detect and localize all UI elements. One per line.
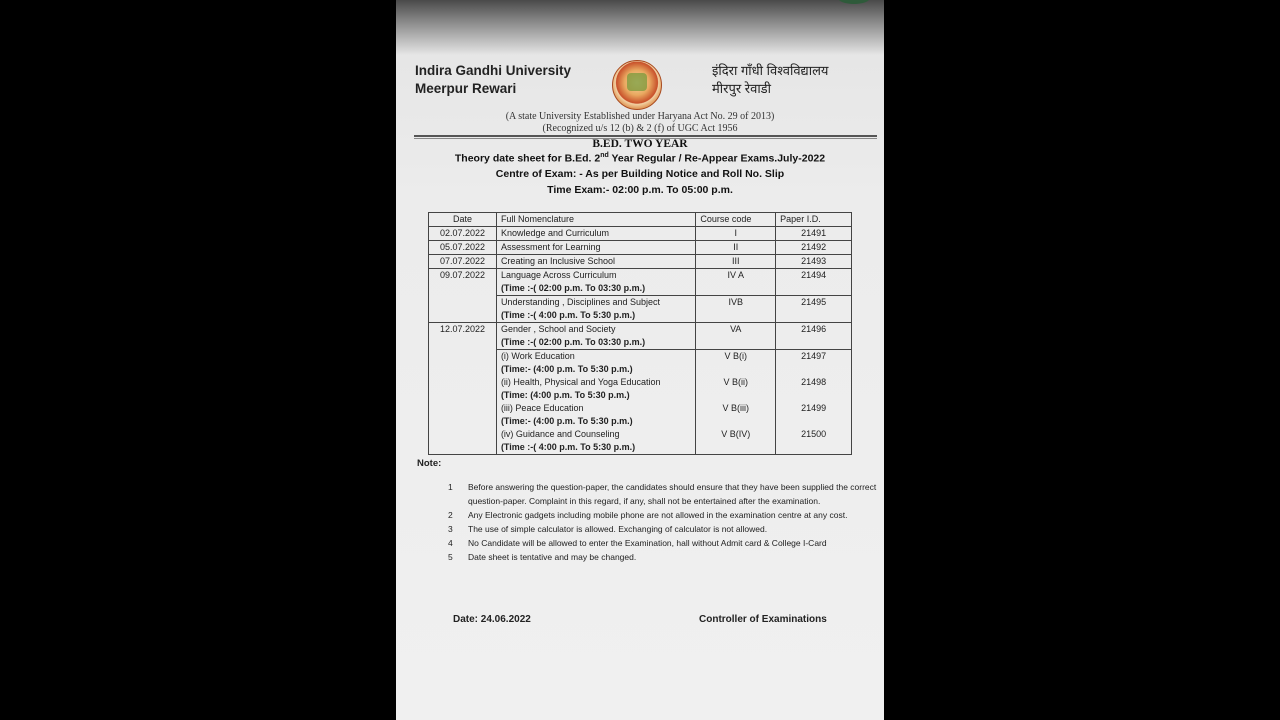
table-row: 07.07.2022 Creating an Inclusive School III 21493	[429, 255, 852, 269]
notes-heading: Note:	[417, 458, 442, 469]
exam-centre-line: Centre of Exam: - As per Building Notice and Roll No. Slip	[495, 168, 785, 180]
table-header-row	[429, 213, 852, 227]
table-row: 09.07.2022 Language Across Curriculum (Time :-( 02:00 p.m. To 03:30 p.m.) IV A 21494	[429, 269, 852, 296]
university-name-hindi	[712, 62, 828, 98]
university-logo-icon	[612, 60, 662, 110]
datesheet-title: Theory date sheet for B.Ed. 2nd Year Regular / Re-Appear Exams.July-2022	[454, 152, 826, 165]
column-header-code: Course code	[696, 213, 776, 227]
university-name-line1: Indira Gandhi University	[415, 63, 572, 78]
list-item: 3 The use of simple calculator is allowed. Exchanging of calculator is not allowed.	[448, 524, 768, 534]
university-name-english	[415, 62, 571, 98]
table-row: (i) Work Education (Time:- (4:00 p.m. To 5:30 p.m.) (ii) Health, Physical and Yoga Education (Time: (4:00 p.m. To 5:30 p.m.) (iii) Peace Education (Time:- (4:00 p.m. To 5:30 p.m.) (iv) Guidance and Counseling (Time :-( 4:00 p.m. To 5:30 p.m.) V B(i) V B(ii) V B(iii) V B(IV) 21497 21498 21499 21500	[429, 350, 852, 455]
table-row: 12.07.2022 Gender , School and Society (Time :-( 02:00 p.m. To 03:30 p.m.) VA 21496	[429, 323, 852, 350]
column-header-paper: Paper I.D.	[776, 213, 852, 227]
table-row: Understanding , Disciplines and Subject (Time :-( 4:00 p.m. To 5:30 p.m.) IVB 21495	[429, 296, 852, 323]
table-row: 05.07.2022 Assessment for Learning II 21492	[429, 241, 852, 255]
app-icon-fragment	[838, 0, 870, 4]
header-rule	[414, 135, 877, 137]
column-header-date: Date	[429, 213, 497, 227]
establishment-line1: (A state University Established under Haryana Act No. 29 of 2013)	[505, 111, 775, 122]
document-page	[396, 0, 884, 720]
signatory: Controller of Examinations	[699, 614, 827, 625]
exam-time-line: Time Exam:- 02:00 p.m. To 05:00 p.m.	[547, 184, 733, 196]
university-location-hindi-line2: मीरपुर रेवाडी	[712, 81, 772, 96]
establishment-note	[396, 111, 884, 135]
notes-list	[448, 480, 878, 564]
establishment-line2: (Recognized u/s 12 (b) & 2 (f) of UGC Act 1956	[542, 123, 738, 134]
issue-date: Date: 24.06.2022	[453, 614, 531, 625]
list-item: 2 Any Electronic gadgets including mobile phone are not allowed in the examination centre at any cost.	[448, 510, 848, 520]
list-item: 1 Before answering the question-paper, the candidates should ensure that they have been supplied the correct question-paper. Complaint in this regard, if any, shall not be entertained after the examination.	[448, 482, 877, 506]
column-header-name: Full Nomenclature	[496, 213, 695, 227]
datesheet-table	[428, 212, 852, 455]
list-item: 4 No Candidate will be allowed to enter the Examination, hall without Admit card & College I-Card	[448, 538, 827, 548]
table-row: 02.07.2022 Knowledge and Curriculum I 21491	[429, 227, 852, 241]
university-name-hindi-line1: इंदिरा गाँधी विश्वविद्यालय	[712, 63, 829, 78]
list-item: 5 Date sheet is tentative and may be changed.	[448, 552, 637, 562]
university-location-line2: Meerpur Rewari	[415, 81, 517, 96]
course-title: B.ED. TWO YEAR	[592, 138, 688, 150]
